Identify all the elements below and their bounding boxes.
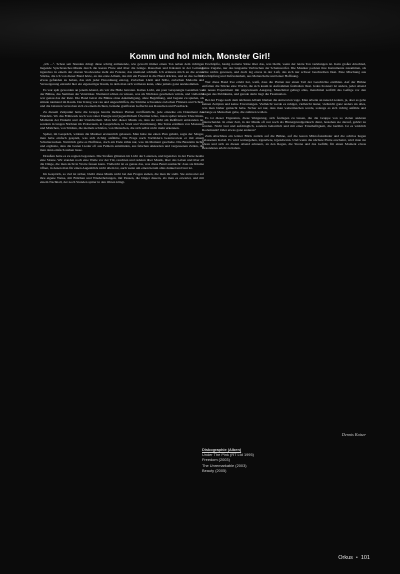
discography-item: Freedom (2003) bbox=[202, 457, 230, 463]
discography-item: The Unremarkable (2003) bbox=[202, 462, 247, 468]
author-signature: Dennis Kaiser bbox=[341, 432, 366, 437]
article-paragraph: Zum Abschluss ein letzter Blick zurück auf die Bühne, auf die leeren Mikrofonständer und die achtlos liegen gelassenen Kabel. Es wird weitergehen, irgendwie, irgendwann. Und wenn die nächste Platte erscheint, wird man sie hören und sich an diesen Abend erinnern, an den Regen, die Sirene und das Gefühl, für einen Moment etwas Besonderes erlebt zu haben. bbox=[202, 134, 366, 151]
article-column-left bbox=[40, 62, 204, 542]
article-paragraph: Bei der Frage nach dem nächsten Album blieben die Antworten vage. Man arbeite an neuen Liedern, ja, aber es gebe keinen Zeitplan und keine Erwartungen. Vielleicht werde es ruhiger, vielleicht lauter, vielleicht ganz anders als alles, was man bisher gemacht habe. Sicher sei nur, dass man weitermachen werde, solange es sich richtig anfühle und solange es Menschen gebe, die zuhören wollen. bbox=[202, 98, 366, 115]
article-column-right bbox=[202, 62, 366, 402]
discography-box bbox=[202, 447, 366, 473]
article-paragraph: Draußen hatte es zu regnen begonnen. Die Straßen glänzten im Licht der Laternen, und irgendwo in der Ferne heulte eine Sirene. Wir standen noch eine Weile vor der Tür, rauchten und redeten über Musik, über das Leben und über all die Dinge, die man nicht in Worte fassen kann. Vielleicht ist es genau das, was diese Band ausmacht: dass sie Räume öffnet, in denen man für einen Augenblick nicht allein ist, auch wenn um einen herum alles dunkel und laut ist. bbox=[40, 154, 204, 171]
article-title: Komm und hol mich, Monster Girl! bbox=[129, 51, 271, 61]
page-number: 101 bbox=[360, 555, 370, 561]
article-paragraph: Wer diese Band live erlebt hat, weiß, dass die Platten nur einen Teil der Geschichte erzählen. Auf der Bühne entfalten die Stücke eine Wucht, die sich kaum in Aufnahmen festhalten lässt. Jedes Konzert ist anders, jeder Abend ein neues Experiment mit ungewissem Ausgang. Manchmal gelingt alles, manchmal zerfällt das Gefüge vor den Augen des Publikums, und gerade darin liegt die Faszination. bbox=[202, 80, 366, 97]
article-paragraph: Im Gespräch, so viel ist sicher, bleibt diese Musik nicht bei den Fragen stehen, die man ihr stellt. Sie antwortet auf ihre eigene Weise, mit Brüchen und Wiederholungen, mit Pausen, die länger dauern, als man es erwartet, und mit einem Nachhall, der noch Stunden später in den Ohren klingt. bbox=[40, 172, 204, 185]
article-paragraph: „Uh ...“. Schon seit Stunden dringt diese schräg anmutende, wie gewollt immer einen Ton neben dem richtigen liegende Synchronchor-Musik durch die leeren Flure und über die Gänge. Rauschen und Knistern in der Leitung; irgendwo in einem der oberen Stockwerke zieht ein Fenster, das niemand schließt. Ich erinnere mich an die ersten Stücke, die ich von dieser Band hörte, an das erste Album, das mir ein Freund in die Hand drückte, und an das Gefühl, etwas gefunden zu haben, das sich jeder Einordnung entzog. Zwischen Lärm und Stille, zwischen Melodie und Verweigerung entsteht hier ein eigenartiger Raum, in dem man sich verlieren kann, ohne jemals ganz anzukommen. bbox=[40, 62, 204, 87]
footer-separator: • bbox=[355, 555, 358, 561]
magazine-name: Orkus bbox=[338, 555, 353, 561]
page-footer bbox=[338, 555, 370, 561]
discography-item: Under The Pink (RT Ltd 1995) bbox=[202, 452, 254, 458]
article-paragraph: Es ist dieser Eigensinn, diese Weigerung, sich festlegen zu lassen, die die Gruppe von so vielen anderen unterscheidet. In einer Zeit, in der Musik oft nur noch als Hintergrundgeräusch dient, bestehen sie darauf, gehört zu werden. Nicht laut und aufdringlich, sondern beharrlich und mit einer Ernsthaftigkeit, die berührt. Ist es wirklich Rockmusik? Oder etwas ganz anderes? bbox=[202, 116, 366, 133]
article-paragraph: Zu diesem Zeitpunkt hatte die Gruppe bereits mehrere Platten veröffentlicht, jede einzelne ein Dokument des Wandels. Wo das Frühwerk noch von roher Energie und jugendlichem Übermut lebte, traten später leisere Töne hinzu, Momente der Einkehr und der Unsicherheit. Man hört dieser Musik an, dass sie nicht am Reißbrett entstanden ist, sondern in langen Nächten im Proberaum, in Gesprächen, in Streit und Versöhnung. Die Texte erzählen von Monstern und Mädchen, von Städten, die niemals schlafen, von Menschen, die sich selbst nicht mehr erkennen. bbox=[40, 110, 204, 131]
article-paragraph: Später, im Gespräch, wirkten die Musiker erstaunlich gelassen. Man habe nie einen Plan gehabt, sagte der Sänger, man habe einfach gespielt, was sich richtig anfühlte. Die Frage nach Vorbildern beantwortete er mit einem Schulterzucken. Natürlich gebe es Einflüsse, doch am Ende zähle nur, was im Moment geschehe. Die Bassistin lachte und ergänzte, dass die besten Lieder oft aus Fehlern entstünden, aus falschen Akkorden und vergessenen Zeilen, die man dann einfach stehen lasse. bbox=[40, 132, 204, 153]
article-paragraph: Es war spät geworden an jenem Abend, als wir die Halle betraten. Kaltes Licht, ein paar versprengte Gestalten vor der Bühne, das Summen der Verstärker. Niemand schien zu wissen, was als Nächstes geschehen würde, und vielleicht war genau das der Reiz. Die Band betrat die Bühne ohne Ankündigung, ohne Begrüßung, und begann zu spielen, als stünde niemand im Raum. Der Klang war rau und ungeschliffen, die Stimme schwankte zwischen Flüstern und Schrei, und die Gitarren verwoben sich zu einem dichten, beinahe greifbaren Geflecht aus Rauschen und Feedback. bbox=[40, 88, 204, 109]
article-paragraph: Erschöpfte, hastig notierte Sätze über das, was bleibt, wenn der letzte Ton verklungen ist. Kein großer Abschied, keine Zugabe, nur das langsame Verlöschen der Scheinwerfer. Die Musiker packten ihre Instrumente zusammen, als wäre nichts gewesen, und doch lag etwas in der Luft, das sich nur schwer beschreiben lässt. Eine Mischung aus Erschöpfung und Zufriedenheit, aus Melancholie und leiser Hoffnung. bbox=[202, 62, 366, 79]
discography-title: Diskographie (Alben) bbox=[202, 447, 242, 452]
discography-item: Beauty (2005) bbox=[202, 467, 227, 473]
